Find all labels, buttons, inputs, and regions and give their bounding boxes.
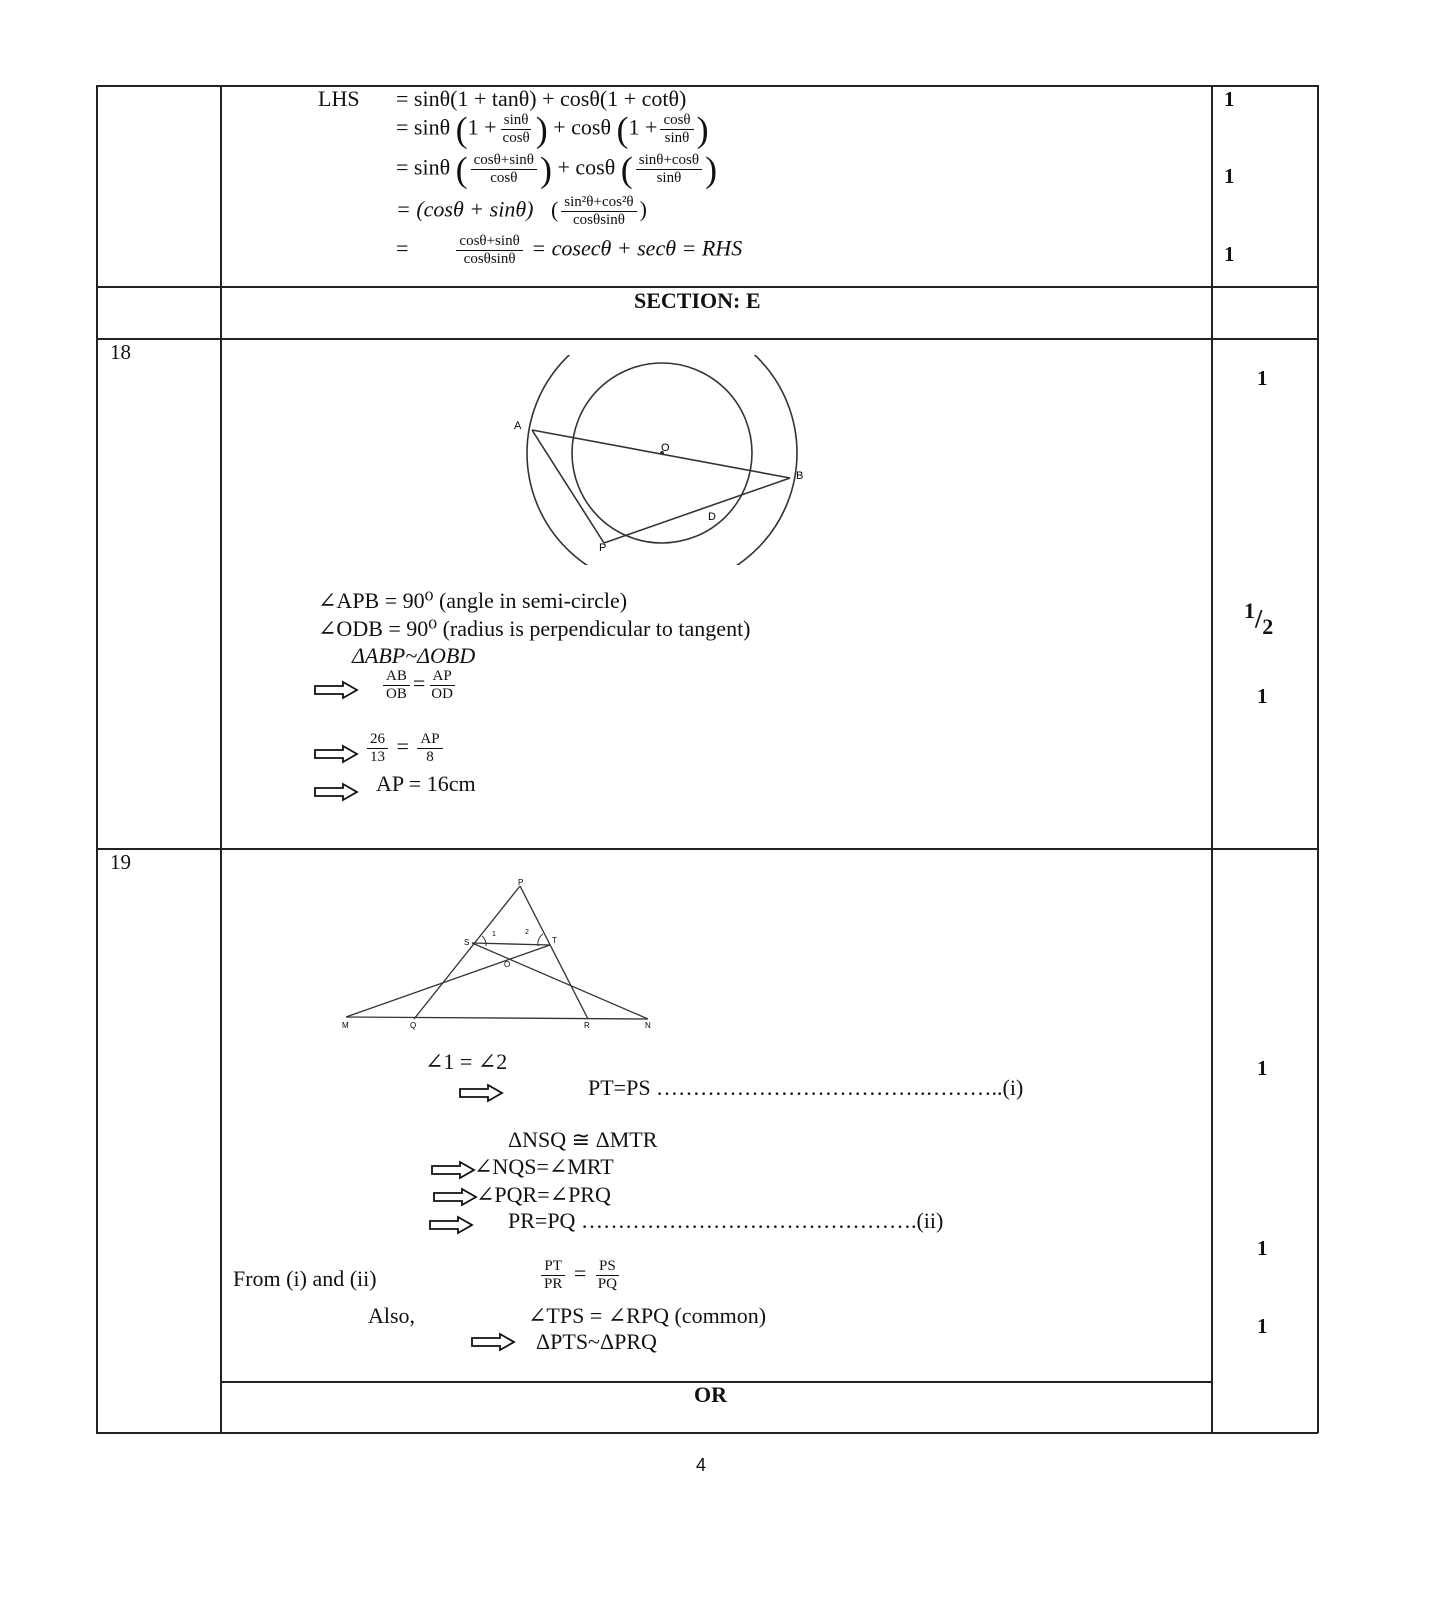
fraction: $\frac{PT}{PR}$ [541, 1258, 565, 1293]
label-d: D [708, 511, 716, 523]
implies-arrow-icon [470, 1332, 516, 1352]
q19-line-pqr: ∠PQR=∠PRQ [476, 1182, 611, 1207]
tangent-pb [604, 478, 790, 543]
row-divider-2 [96, 338, 1318, 340]
label-b: B [796, 470, 804, 482]
q17-line-4: = (cosθ + sinθ) ( $\frac{\text{sin²θ+cos²θ}}{\cos\theta\sin\theta}$ ) [396, 194, 647, 228]
q17-line-3: = sinθ ( $\frac{\cos\theta+\sin\theta}{\cos\theta}$ ) + cosθ ( $\frac{\sin\theta+\cos\theta}{\sin\theta}$ ) [396, 149, 718, 190]
mark: 1 [1257, 1236, 1268, 1260]
label-q: Q [410, 1021, 417, 1030]
table-border-bottom [96, 1432, 1318, 1434]
implies-arrow-icon [313, 680, 359, 700]
concentric-circles-figure [500, 355, 820, 565]
lhs-label: LHS [318, 86, 360, 111]
mark: 1 [1257, 684, 1268, 708]
table-border-top [96, 85, 1318, 87]
label-p: P [599, 542, 607, 554]
mark: 1 [1257, 1056, 1268, 1080]
label-t: T [552, 936, 557, 945]
q19-line-pr-pq: PR=PQ ……………………………………….(ii) [508, 1208, 944, 1233]
segment-tm [346, 945, 550, 1017]
mark-half: $^1/_2$ [1244, 598, 1274, 639]
q19-line-nqs: ∠NQS=∠MRT [474, 1154, 614, 1179]
q17-line-1: = sinθ(1 + tanθ) + cosθ(1 + cotθ) [396, 86, 687, 111]
label-a: A [514, 420, 522, 432]
label-o: O [504, 960, 511, 969]
q19-conclusion: ΔPTS~ΔPRQ [536, 1329, 657, 1354]
q18-line-odb: ∠ODB = 90⁰ (radius is perpendicular to tangent) [318, 616, 751, 641]
q19-from-label: From (i) and (ii) [233, 1266, 377, 1291]
fraction: $\frac{\cos\theta}{\sin\theta}$ [660, 112, 693, 147]
label-o: O [661, 442, 670, 454]
question-number: 18 [110, 340, 131, 364]
q19-line-tps: ∠TPS = ∠RPQ (common) [528, 1303, 767, 1328]
q19-line-congruent: ΔNSQ ≅ ΔMTR [508, 1127, 658, 1152]
fraction: $\frac{\cos\theta+\sin\theta}{\cos\theta\sin\theta}$ [456, 233, 522, 268]
fraction: $\frac{\text{sin²θ+cos²θ}}{\cos\theta\sin\theta}$ [561, 194, 636, 229]
angle-1-arc [482, 936, 486, 946]
q17-line-5: = $\frac{\cos\theta+\sin\theta}{\cos\theta\sin\theta}$ = cosecθ + secθ = RHS [396, 233, 743, 267]
base-mn [346, 1017, 648, 1019]
implies-arrow-icon [313, 744, 359, 764]
mark: 1 [1224, 242, 1235, 266]
row-divider-3 [96, 848, 1318, 850]
label-p: P [518, 878, 524, 887]
chord-ap [532, 430, 604, 543]
implies-arrow-icon [430, 1160, 476, 1180]
outer-circle [527, 355, 797, 565]
q19-line-angles: ∠1 = ∠2 [425, 1049, 508, 1074]
fraction: $\frac{\sin\theta}{\cos\theta}$ [502, 112, 530, 146]
implies-arrow-icon [458, 1083, 504, 1103]
q17-line-2: = sinθ (1 + $\frac{\sin\theta}{\cos\theta}$ ) + cosθ (1 + $\frac{\cos\theta}{\sin\theta}$ ) [396, 109, 709, 150]
label-n: N [645, 1021, 651, 1030]
mark: 1 [1257, 1314, 1268, 1338]
q19-line-pt-ps: PT=PS ……………………………….………..(i) [588, 1075, 1024, 1100]
fraction: $\frac{AP}{8}$ [417, 731, 442, 766]
fraction: $\frac{PS}{PQ}$ [597, 1258, 617, 1292]
implies-arrow-icon [432, 1187, 478, 1207]
q18-ratio-2: $\frac{26}{13}$ = $\frac{AP}{8}$ [364, 731, 446, 766]
fraction: $\frac{\cos\theta+\sin\theta}{\cos\theta}$ [471, 152, 537, 187]
mark: 1 [1257, 366, 1268, 390]
q18-line-apb: ∠APB = 90⁰ (angle in semi-circle) [318, 588, 628, 613]
fraction: $\frac{AB}{OB}$ [383, 668, 410, 703]
label-r: R [584, 1021, 590, 1030]
q18-line-similar: ΔABP~ΔOBD [352, 643, 476, 668]
label-s: S [464, 938, 470, 947]
fraction: $\frac{26}{13}$ [367, 731, 388, 766]
mark: 1 [1224, 164, 1235, 188]
triangle-figure [338, 876, 664, 1034]
q19-also-label: Also, [368, 1303, 416, 1328]
implies-arrow-icon [428, 1215, 474, 1235]
or-label: OR [694, 1382, 727, 1407]
section-heading: SECTION: E [634, 288, 761, 313]
mark: 1 [1224, 87, 1235, 111]
implies-arrow-icon [313, 782, 359, 802]
q18-ratio-1: $\frac{AB}{OB}$ = $\frac{AP}{OD}$ [380, 668, 459, 703]
page-number: 4 [696, 1455, 707, 1475]
fraction: $\frac{\sin\theta+\cos\theta}{\sin\theta}$ [636, 152, 702, 187]
question-number: 19 [110, 850, 131, 874]
q18-result: AP = 16cm [376, 771, 476, 796]
side-pq [414, 886, 520, 1019]
fraction: $\frac{AP}{OD}$ [431, 668, 453, 702]
label-m: M [342, 1021, 349, 1030]
label-angle-1: 1 [492, 931, 496, 938]
label-angle-2: 2 [525, 929, 529, 936]
q19-ratio: $\frac{PT}{PR}$ = $\frac{PS}{PQ}$ [538, 1258, 623, 1293]
segment-sn [472, 943, 648, 1019]
